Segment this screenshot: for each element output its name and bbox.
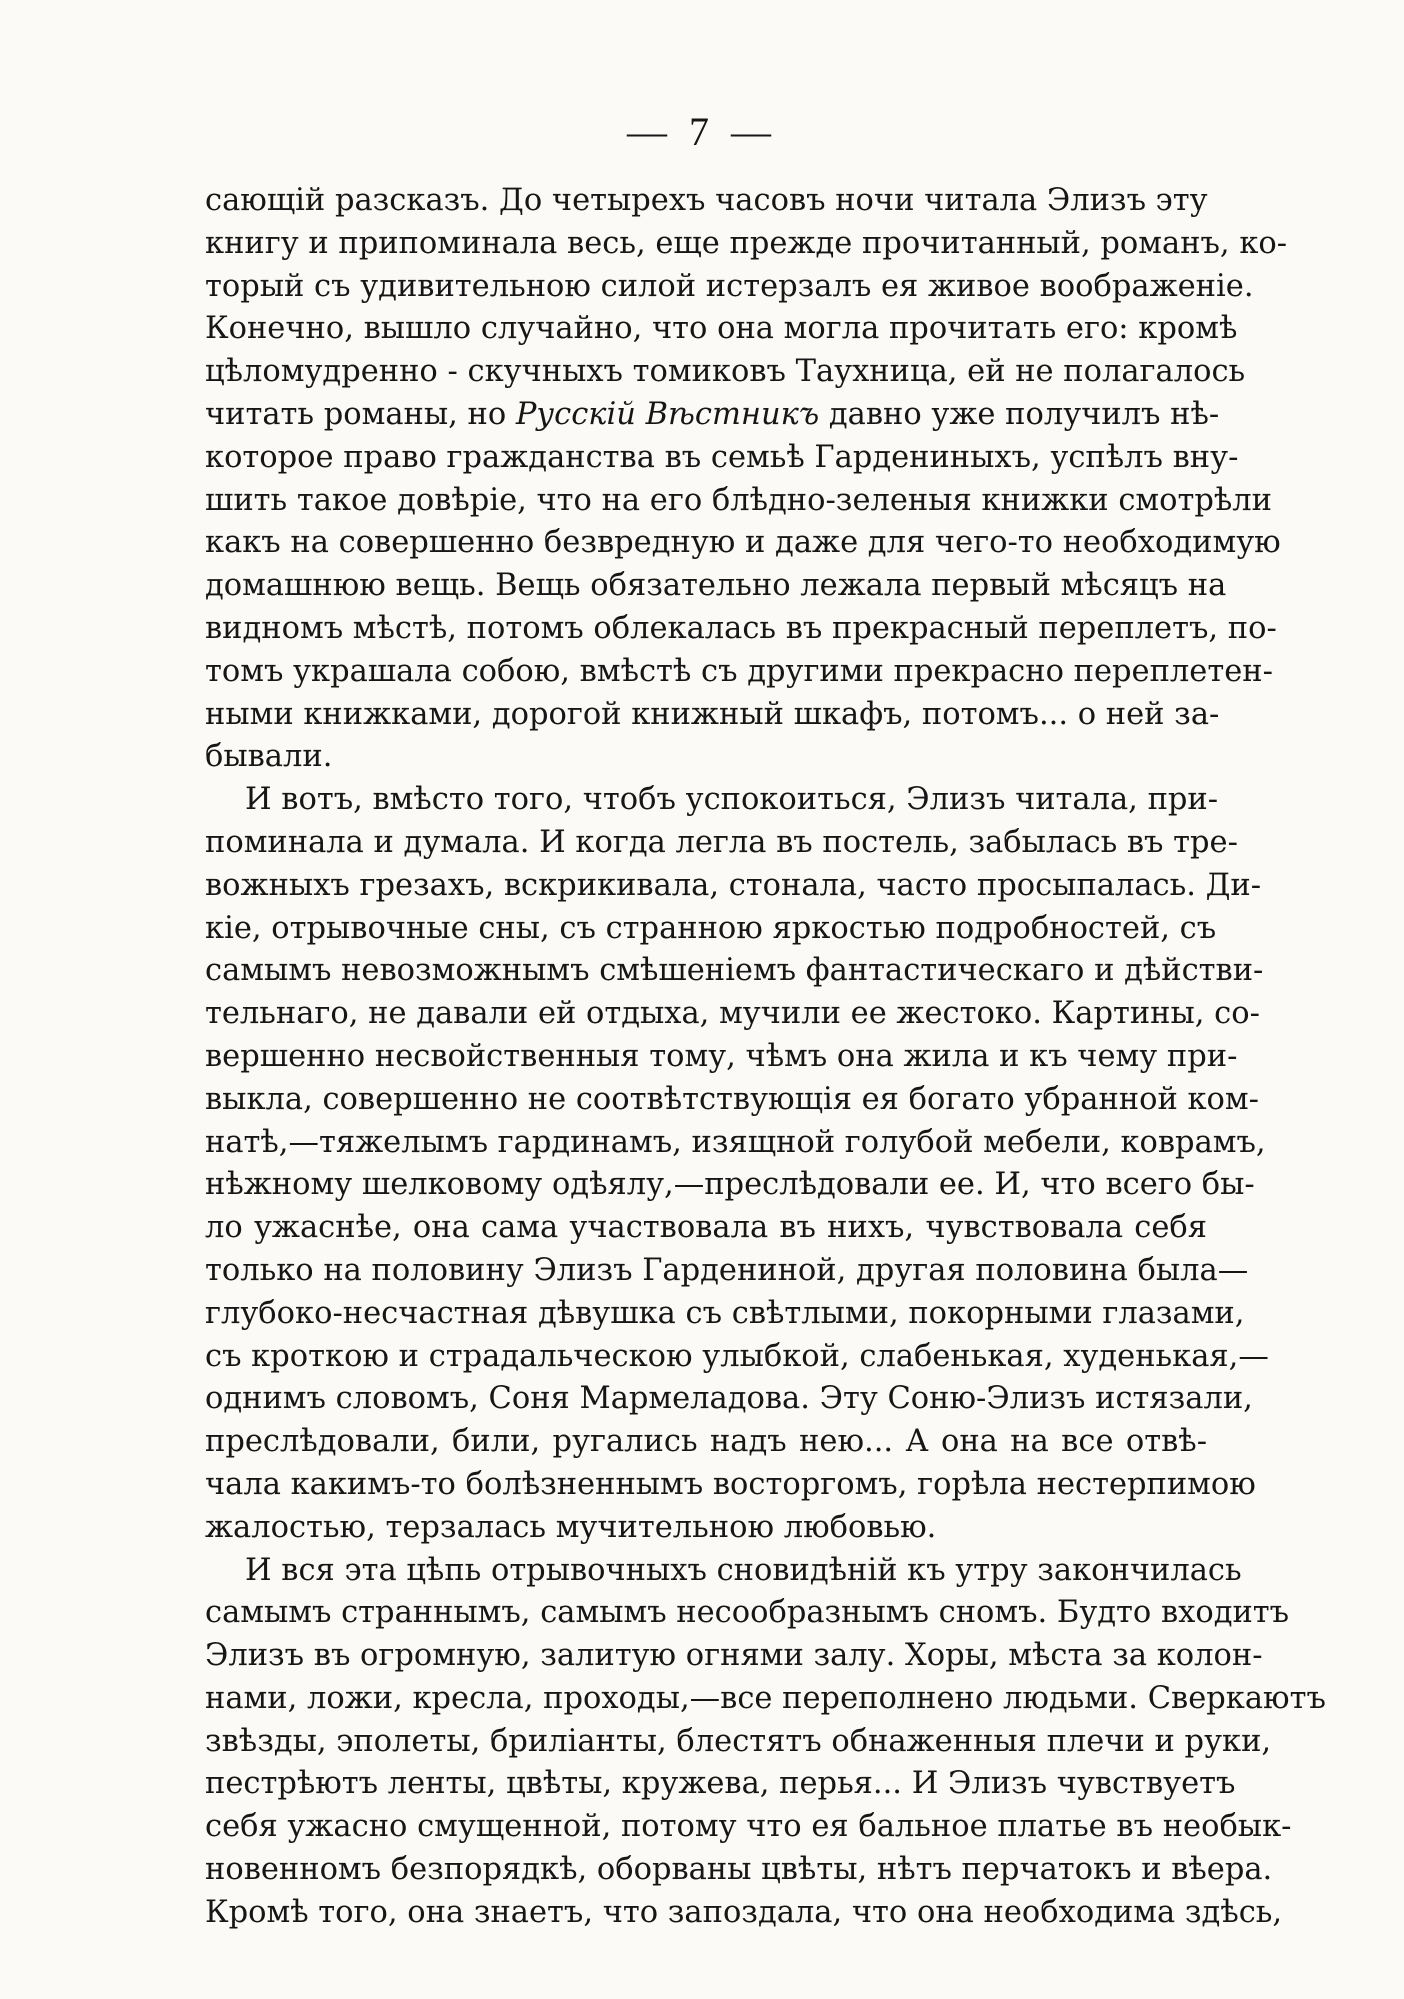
text-line: видномъ мѣстѣ, потомъ облекалась въ прекрасный переплетъ, по-	[205, 610, 1277, 646]
text-line: пестрѣютъ ленты, цвѣты, кружева, перья... И Элизъ чувствуетъ	[205, 1766, 1236, 1802]
text-line: чала какимъ-то болѣзненнымъ восторгомъ, горѣла нестерпимою	[205, 1466, 1256, 1502]
text-fragment: читать романы, но	[205, 396, 516, 432]
text-line: натѣ,—тяжелымъ гардинамъ, изящной голубой мебели, коврамъ,	[205, 1124, 1266, 1160]
text-line: Конечно, вышло случайно, что она могла прочитать его: кромѣ	[205, 311, 1238, 347]
text-fragment: давно уже получилъ нѣ-	[819, 396, 1220, 432]
text-line: выкла, совершенно не соотвѣтствующія ея богато убранной ком-	[205, 1081, 1259, 1117]
text-line: жалостью, терзалась мучительною любовью.	[205, 1509, 937, 1545]
text-line: которое право гражданства въ семьѣ Гардениныхъ, успѣлъ вну-	[205, 439, 1239, 475]
text-line: новенномъ безпорядкѣ, оборваны цвѣты, нѣтъ перчатокъ и вѣера.	[205, 1852, 1273, 1888]
text-line: преслѣдовали, били, ругались надъ нею... А она на все отвѣ-	[205, 1424, 1207, 1460]
text-line: цѣломудренно - скучныхъ томиковъ Таухница, ей не полагалось	[205, 354, 1246, 390]
text-line	[205, 394, 1220, 437]
journal-title: Русскій Вѣстникъ	[515, 396, 820, 432]
paragraph-2	[205, 779, 1269, 1549]
text-line: поминала и думала. И когда легла въ постель, забылась въ тре-	[205, 824, 1238, 860]
text-line: самымъ страннымъ, самымъ несообразнымъ сномъ. Будто входитъ	[205, 1595, 1290, 1631]
text-line: себя ужасно смущенной, потому что ея бальное платье въ необык-	[205, 1809, 1292, 1845]
text-line: кіе, отрывочные сны, съ странною яркостью подробностей, съ	[205, 910, 1217, 946]
text-line: самымъ невозможнымъ смѣшеніемъ фантастическаго и дѣйстви-	[205, 953, 1264, 989]
text-line: ными книжками, дорогой книжный шкафъ, потомъ... о ней за-	[205, 696, 1220, 732]
text-line: торый съ удивительною силой истерзалъ ея живое воображеніе.	[205, 268, 1254, 304]
text-line: нами, ложи, кресла, проходы,—все переполнено людьми. Сверкаютъ	[205, 1680, 1326, 1716]
text-line: книгу и припоминала весь, еще прежде прочитанный, романъ, ко-	[205, 225, 1288, 261]
text-line: звѣзды, эполеты, бриліанты, блестятъ обнаженныя плечи и руки,	[205, 1723, 1272, 1759]
text-line: ло ужаснѣе, она сама участвовала въ нихъ, чувствовала себя	[205, 1210, 1207, 1246]
text-line: бывали.	[205, 739, 333, 775]
page-number: — 7 —	[627, 109, 777, 154]
text-line: шить такое довѣріе, что на его блѣдно-зеленыя книжки смотрѣли	[205, 482, 1272, 518]
text-line: съ кроткою и страдальческою улыбкой, слабенькая, худенькая,—	[205, 1338, 1269, 1374]
text-line: тельнаго, не давали ей отдыха, мучили ее жестоко. Картины, со-	[205, 996, 1260, 1032]
text-line: вожныхъ грезахъ, вскрикивала, стонала, часто просыпалась. Ди-	[205, 867, 1262, 903]
text-line: домашнюю вещь. Вещь обязательно лежала первый мѣсяцъ на	[205, 568, 1227, 604]
body-text	[205, 180, 1326, 1935]
text-line: томъ украшала собою, вмѣстѣ съ другими прекрасно переплетен-	[205, 653, 1273, 689]
text-line: только на половину Элизъ Гардениной, другая половина была—	[205, 1252, 1249, 1288]
text-line: глубоко-несчастная дѣвушка съ свѣтлыми, покорными глазами,	[205, 1295, 1245, 1331]
text-line: нѣжному шелковому одѣялу,—преслѣдовали ее. И, что всего бы-	[205, 1167, 1255, 1203]
text-line: И вотъ, вмѣсто того, чтобъ успокоиться, Элизъ читала, при-	[245, 782, 1219, 818]
paragraph-3	[205, 1550, 1326, 1935]
text-line: И вся эта цѣпь отрывочныхъ сновидѣній къ утру закончилась	[245, 1552, 1242, 1588]
text-line: Кромѣ того, она знаетъ, что запоздала, что она необходима здѣсь,	[205, 1894, 1283, 1930]
text-line: однимъ словомъ, Соня Мармеладова. Эту Соню-Элизъ истязали,	[205, 1381, 1253, 1417]
text-line: сающій разсказъ. До четырехъ часовъ ночи читала Элизъ эту	[205, 183, 1208, 218]
paragraph-1	[205, 180, 1288, 779]
text-line: вершенно несвойственныя тому, чѣмъ она жила и къ чему при-	[205, 1038, 1238, 1074]
text-line: Элизъ въ огромную, залитую огнями залу. Хоры, мѣста за колон-	[205, 1638, 1263, 1674]
text-line: какъ на совершенно безвредную и даже для чего-то необходимую	[205, 525, 1281, 561]
